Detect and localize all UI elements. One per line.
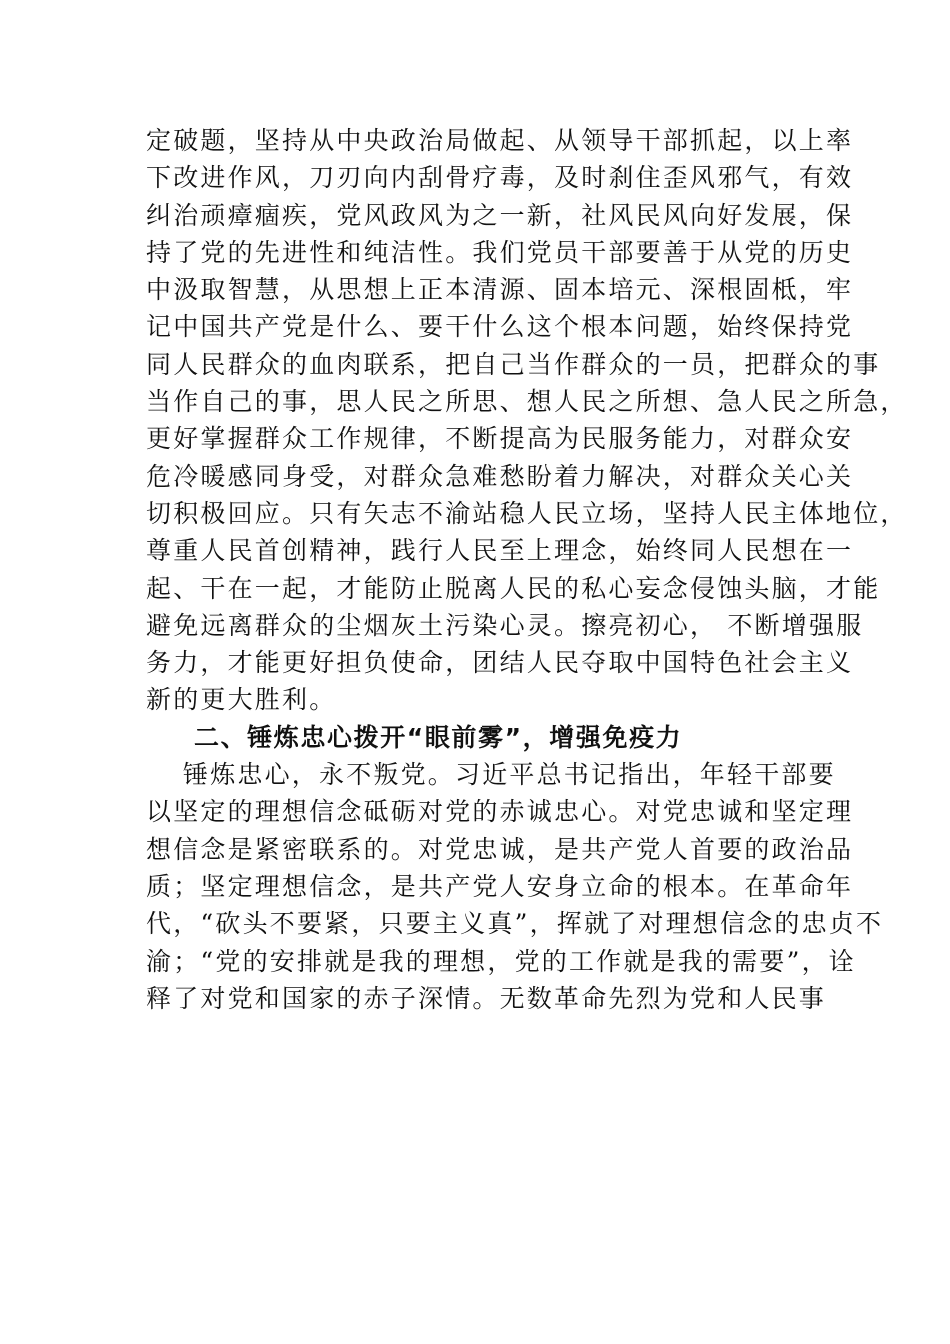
text-line: 当作自己的事，思人民之所思、想人民之所想、急人民之所急， — [146, 387, 908, 417]
text-line: 同人民群众的血肉联系，把自己当作群众的一员，把群众的事 — [146, 349, 881, 379]
text-line: 中汲取智慧，从思想上正本清源、固本培元、深根固柢，牢 — [146, 275, 854, 305]
text-line: 释了对党和国家的赤子深情。无数革命先烈为党和人民事 — [146, 983, 827, 1013]
document-body — [146, 122, 908, 1017]
text-line: 起、干在一起，才能防止脱离人民的私心妄念侵蚀头脑，才能 — [146, 573, 881, 603]
text-line: 渝；“党的安排就是我的理想，党的工作就是我的需要”，诠 — [146, 946, 856, 976]
text-line: 新的更大胜利。 — [146, 685, 337, 715]
text-line: 代，“砍头不要紧，只要主义真”，挥就了对理想信念的忠贞不 — [146, 909, 884, 939]
text-line: 锤炼忠心，永不叛党。习近平总书记指出，年轻干部要 — [183, 760, 836, 790]
text-line: 危冷暖感同身受，对群众急难愁盼着力解决，对群众关心关 — [146, 461, 854, 491]
text-line: 记中国共产党是什么、要干什么这个根本问题，始终保持党 — [146, 312, 854, 342]
section-heading: 二、锤炼忠心拨开“眼前雾”，增强免疫力 — [194, 722, 683, 752]
text-line: 切积极回应。只有矢志不渝站稳人民立场，坚持人民主体地位， — [146, 498, 908, 528]
text-line: 务力，才能更好担负使命，团结人民夺取中国特色社会主义 — [146, 648, 854, 678]
text-line: 尊重人民首创精神，践行人民至上理念，始终同人民想在一 — [146, 536, 854, 566]
text-line: 持了党的先进性和纯洁性。我们党员干部要善于从党的历史 — [146, 237, 854, 267]
text-line: 质；坚定理想信念，是共产党人安身立命的根本。在革命年 — [146, 871, 854, 901]
text-line: 以坚定的理想信念砥砺对党的赤诚忠心。对党忠诚和坚定理 — [146, 797, 854, 827]
text-line: 纠治顽瘴痼疾，党风政风为之一新，社风民风向好发展，保 — [146, 200, 854, 230]
text-line: 定破题，坚持从中央政治局做起、从领导干部抓起，以上率 — [146, 126, 854, 155]
text-line: 避免远离群众的尘烟灰土污染心灵。擦亮初心， 不断增强服 — [146, 610, 864, 640]
text-line: 更好掌握群众工作规律，不断提高为民服务能力，对群众安 — [146, 424, 854, 454]
paragraph-2 — [146, 756, 884, 1017]
text-line: 下改进作风，刀刃向内刮骨疗毒，及时刹住歪风邪气，有效 — [146, 163, 854, 193]
text-line: 想信念是紧密联系的。对党忠诚，是共产党人首要的政治品 — [146, 834, 854, 864]
paragraph-1 — [146, 122, 908, 719]
